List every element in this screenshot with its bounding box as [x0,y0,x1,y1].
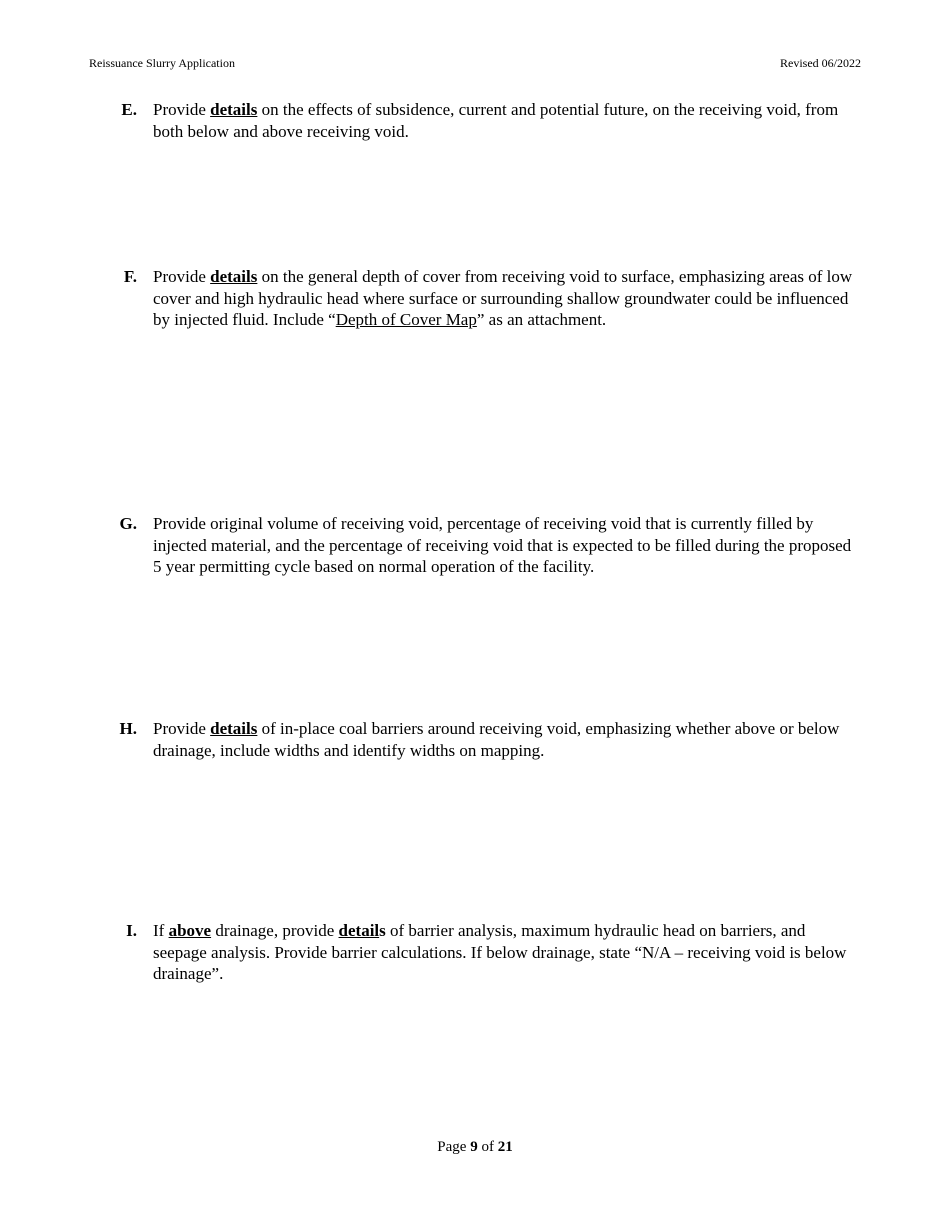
page-current: 9 [470,1139,478,1155]
item-text: Provide details on the general depth of cover from receiving void to surface, emphasizing areas of low cover and high hydraulic head where surface or surrounding shallow groundwater could be influenced by injected fluid. Include “Depth of Cover Map” as an attachment. [153,267,853,329]
item-g [119,513,853,578]
page-footer [0,1138,950,1156]
item-letter: E. [121,100,137,119]
item-letter: F. [123,267,137,286]
item-letter: I. [126,921,137,940]
item-h [119,718,853,761]
item-text: Provide details of in-place coal barriers around receiving void, emphasizing whether above or below drainage, include widths and identify widths on mapping. [153,719,840,760]
item-i [126,920,853,985]
header-document-title: Reissuance Slurry Application [89,56,235,70]
page-total: 21 [497,1139,513,1155]
item-letter: H. [119,719,137,738]
item-text: Provide details on the effects of subsidence, current and potential future, on the receiving void, from both below and above receiving void. [153,100,839,141]
item-f [123,266,853,331]
item-text: Provide original volume of receiving void, percentage of receiving void that is currently filled by injected material, and the percentage of receiving void that is expected to be filled during the proposed 5 year permitting cycle based on normal operation of the facility. [153,514,852,576]
emphasis-above: above [168,921,212,940]
page-label: Page [437,1139,471,1155]
emphasis-details: details [210,100,258,119]
header-revision-date: Revised 06/2022 [780,56,861,70]
emphasis-details: details [210,719,258,738]
attachment-name: Depth of Cover Map [335,310,477,329]
item-text: If above drainage, provide details of barrier analysis, maximum hydraulic head on barriers, and seepage analysis. Provide barrier calculations. If below drainage, state “N/A – receiving void is below drainage”. [153,921,847,983]
emphasis-details: detail [338,921,380,940]
item-e [121,99,853,142]
emphasis-details: details [210,267,258,286]
item-letter: G. [119,514,137,533]
page-of-label: of [477,1139,498,1155]
